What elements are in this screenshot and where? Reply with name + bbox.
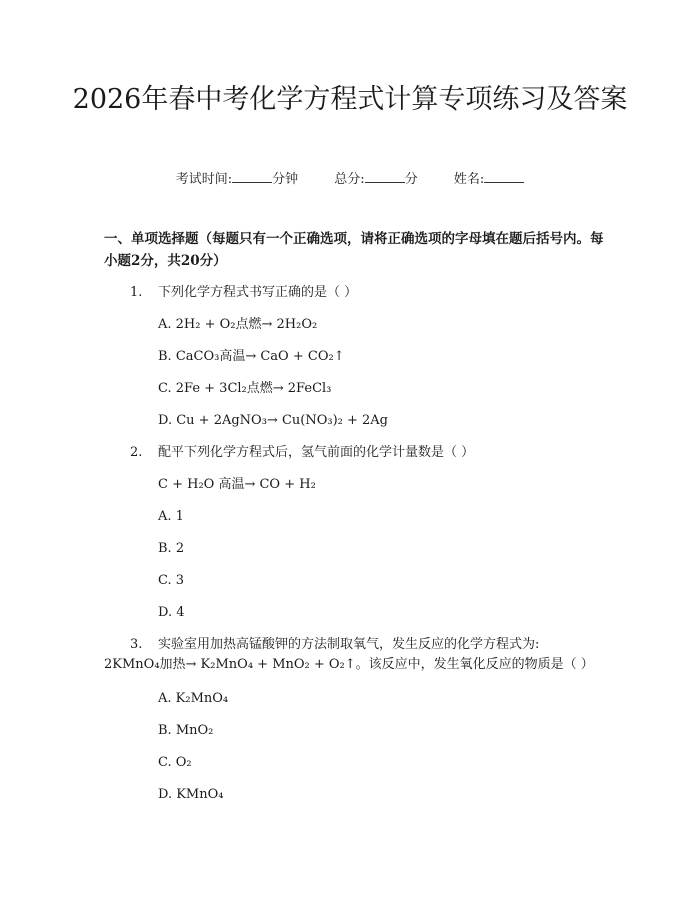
exam-time-unit: 分钟 [272, 172, 299, 187]
total-score-blank [365, 170, 405, 183]
option-c: C. O₂ [158, 755, 192, 770]
option-b: B. CaCO₃高温→ CaO + CO₂↑ [158, 349, 345, 364]
question-number: 1. [130, 285, 143, 300]
option-d: D. KMnO₄ [158, 787, 224, 802]
question-number: 2. [130, 445, 143, 460]
option-d: D. Cu + 2AgNO₃→ Cu(NO₃)₂ + 2Ag [158, 413, 389, 428]
question-number: 3. [130, 637, 143, 652]
student-name-blank [484, 170, 524, 183]
question-stem: 实验室用加热高锰酸钾的方法制取氧气，发生反应的化学方程式为: [158, 637, 540, 652]
question-1 [130, 284, 357, 302]
equation: C + H₂O 高温→ CO + H₂ [158, 477, 316, 492]
exam-time-blank [232, 170, 272, 183]
exam-time-label: 考试时间: [175, 172, 233, 187]
total-score-label: 总分: [334, 172, 365, 187]
student-name [454, 172, 524, 187]
section-heading: 一、单项选择题（每题只有一个正确选项，请将正确选项的字母填在题后括号内。每小题2分，共20分） [104, 231, 604, 269]
question-stem: 下列化学方程式书写正确的是（ ） [158, 285, 358, 300]
question-2 [130, 444, 474, 462]
option-a: A. 2H₂ + O₂点燃→ 2H₂O₂ [158, 317, 318, 332]
document-title: 2026年春中考化学方程式计算专项练习及答案 [72, 84, 628, 115]
total-score [334, 172, 417, 187]
question-stem-continued: 2KMnO₄加热→ K₂MnO₄ + MnO₂ + O₂↑。该反应中，发生氧化反应的物质是（ ） [104, 657, 594, 672]
option-c: C. 2Fe + 3Cl₂点燃→ 2FeCl₃ [158, 381, 332, 396]
exam-time [176, 172, 298, 187]
option-c: C. 3 [158, 573, 185, 588]
option-b: B. MnO₂ [158, 723, 214, 738]
option-b: B. 2 [158, 541, 185, 556]
student-name-label: 姓名: [453, 172, 485, 187]
option-a: A. K₂MnO₄ [158, 691, 229, 706]
exam-info [0, 170, 700, 189]
question-stem: 配平下列化学方程式后，氢气前面的化学计量数是（ ） [158, 445, 475, 460]
question-3 [130, 636, 539, 654]
total-score-unit: 分 [404, 172, 418, 187]
option-d: D. 4 [158, 605, 185, 620]
option-a: A. 1 [158, 509, 184, 524]
